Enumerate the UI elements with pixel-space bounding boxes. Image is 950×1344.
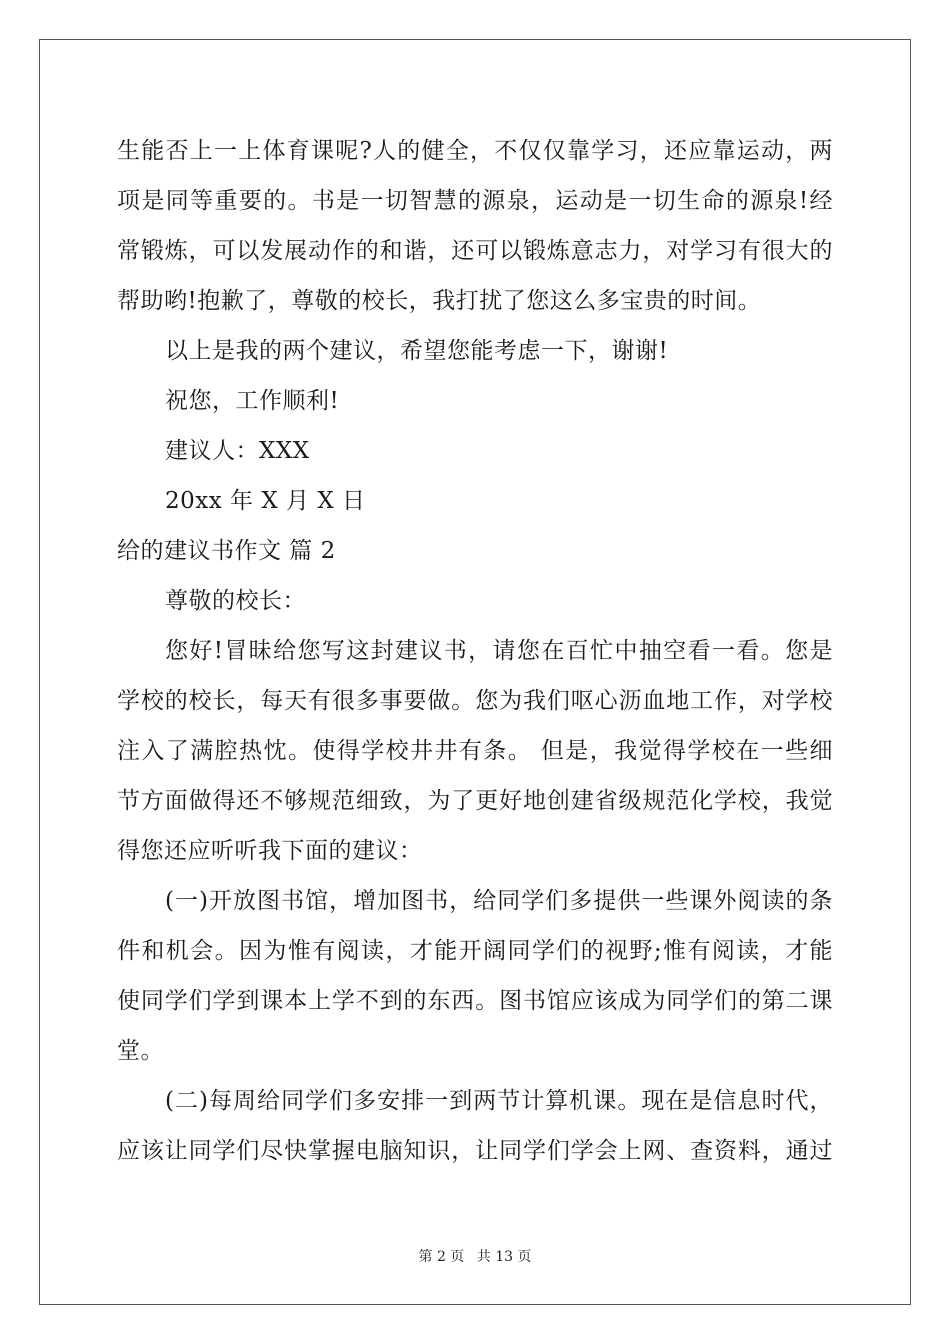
text-line: 生能否上一上体育课呢?人的健全，不仅仅靠学习，还应靠运动，两 — [117, 138, 833, 164]
text-line: 常锻炼，可以发展动作的和谐，还可以锻炼意志力，对学习有很大的 — [117, 238, 833, 264]
text-line: 件和机会。因为惟有阅读，才能开阔同学们的视野;惟有阅读，才能 — [117, 938, 833, 964]
text-line: 帮助哟!抱歉了，尊敬的校长，我打扰了您这么多宝贵的时间。 — [117, 288, 762, 314]
page-total: 共 13 页 — [476, 1249, 532, 1265]
page-footer — [0, 1246, 950, 1266]
section-heading: 给的建议书作文 篇 2 — [117, 538, 336, 564]
page-number: 第 2 页 — [418, 1249, 465, 1265]
text-line: 节方面做得还不够规范细致，为了更好地创建省级规范化学校，我觉 — [117, 788, 833, 814]
text-line: (一)开放图书馆，增加图书，给同学们多提供一些课外阅读的条 — [165, 888, 833, 914]
text-line: 项是同等重要的。书是一切智慧的源泉，运动是一切生命的源泉!经 — [117, 188, 833, 214]
closing-greeting: 祝您，工作顺利! — [165, 388, 340, 414]
date-line: 20xx 年 X 月 X 日 — [165, 488, 366, 514]
signature-line: 建议人：XXX — [165, 438, 310, 464]
text-line: 得您还应听听我下面的建议： — [117, 838, 423, 864]
text-line: 应该让同学们尽快掌握电脑知识，让同学们学会上网、查资料，通过 — [117, 1138, 833, 1164]
text-line: 学校的校长，每天有很多事要做。您为我们呕心沥血地工作，对学校 — [117, 688, 833, 714]
text-line: 您好!冒昧给您写这封建议书，请您在百忙中抽空看一看。您是 — [165, 638, 833, 664]
text-line: (二)每周给同学们多安排一到两节计算机课。现在是信息时代， — [165, 1088, 833, 1114]
salutation: 尊敬的校长： — [165, 588, 306, 614]
text-line: 注入了满腔热忱。使得学校井井有条。 但是，我觉得学校在一些细 — [117, 738, 833, 764]
text-line: 使同学们学到课本上学不到的东西。图书馆应该成为同学们的第二课 — [117, 988, 833, 1014]
text-line: 堂。 — [117, 1038, 164, 1064]
text-line: 以上是我的两个建议，希望您能考虑一下，谢谢! — [165, 338, 669, 364]
